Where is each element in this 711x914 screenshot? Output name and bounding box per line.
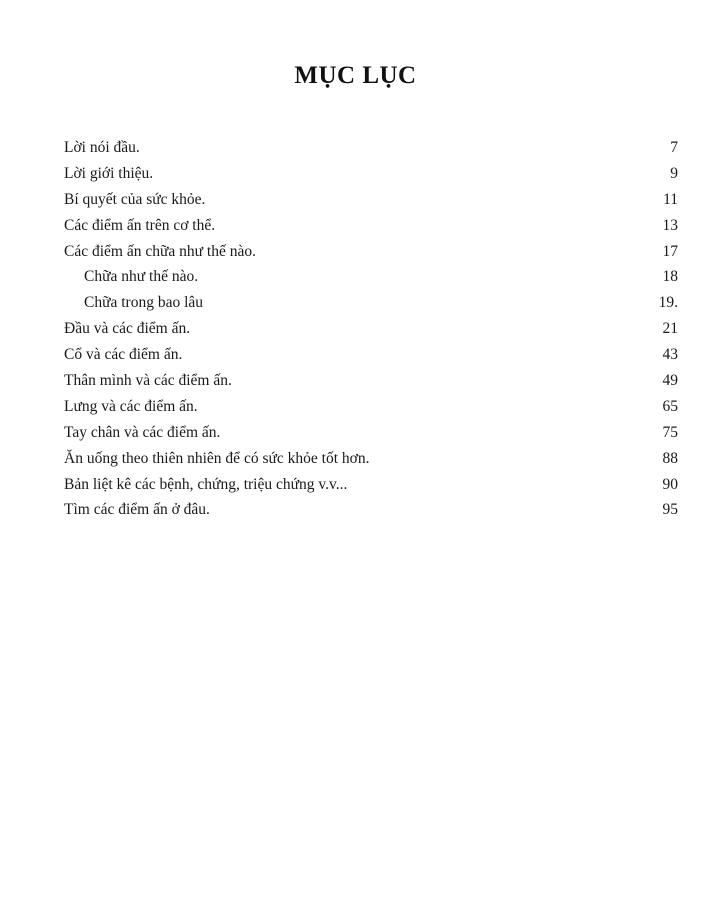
toc-entry-page: 49 — [662, 372, 678, 390]
toc-entry-title: Ăn uống theo thiên nhiên để có sức khỏe tốt hơn. — [64, 449, 370, 467]
toc-entry-page: 7 — [670, 139, 678, 156]
toc-entry-title: Chữa trong bao lâu — [84, 294, 204, 312]
toc-entry-page: 95 — [662, 501, 678, 519]
toc-entry — [64, 446, 678, 472]
toc-entry-title: Lưng và các điểm ấn. — [64, 397, 198, 415]
toc-entry-title: Chữa như thế nào. — [84, 268, 199, 286]
toc-entry — [64, 368, 678, 394]
toc-entry-page: 21 — [662, 320, 678, 338]
toc-entry-title: Các điểm ấn chữa như thế nào. — [64, 242, 256, 260]
toc-entry-title: Bản liệt kê các bệnh, chứng, triệu chứng v.v... — [64, 475, 348, 493]
toc-entry — [64, 187, 678, 213]
toc-entry — [64, 316, 678, 342]
toc-entry — [64, 239, 678, 265]
page-title: MỤC LỤC — [294, 62, 417, 89]
toc-entry-title: Bí quyết của sức khỏe. — [64, 190, 206, 208]
toc-entry — [64, 135, 678, 161]
toc-entry-title: Đầu và các điểm ấn. — [64, 320, 191, 338]
toc-entry-page: 18 — [662, 268, 678, 286]
toc-entry-title: Tay chân và các điểm ấn. — [64, 423, 221, 441]
toc-subentry — [64, 290, 678, 316]
toc-entry — [64, 342, 678, 368]
toc-entry — [64, 213, 678, 239]
toc-subentry — [64, 264, 678, 290]
toc-entry-page: 19. — [658, 294, 678, 312]
toc-entry — [64, 472, 678, 498]
toc-entry — [64, 497, 678, 523]
toc-entry-title: Thân mình và các điểm ấn. — [64, 372, 232, 390]
toc-entry-title: Cổ và các điểm ấn. — [64, 346, 183, 364]
toc-entry-title: Tìm các điểm ấn ở đâu. — [64, 501, 210, 519]
toc-entry-page: 65 — [662, 397, 678, 415]
toc-entry-page: 75 — [662, 423, 678, 441]
toc-entry-page: 13 — [662, 216, 678, 234]
table-of-contents — [64, 135, 678, 523]
toc-entry-page: 90 — [662, 475, 678, 493]
toc-entry-page: 9 — [670, 164, 678, 182]
toc-entry-title: Lời giới thiệu. — [64, 164, 154, 182]
toc-entry-title: Lời nói đầu. — [64, 139, 140, 156]
toc-entry — [64, 161, 678, 187]
toc-entry-page: 88 — [662, 449, 678, 467]
toc-entry — [64, 420, 678, 446]
toc-entry-page: 11 — [663, 190, 678, 208]
toc-entry-title: Các điểm ấn trên cơ thể. — [64, 216, 216, 234]
toc-entry-page: 43 — [662, 346, 678, 364]
toc-entry-page: 17 — [662, 242, 678, 260]
toc-entry — [64, 394, 678, 420]
